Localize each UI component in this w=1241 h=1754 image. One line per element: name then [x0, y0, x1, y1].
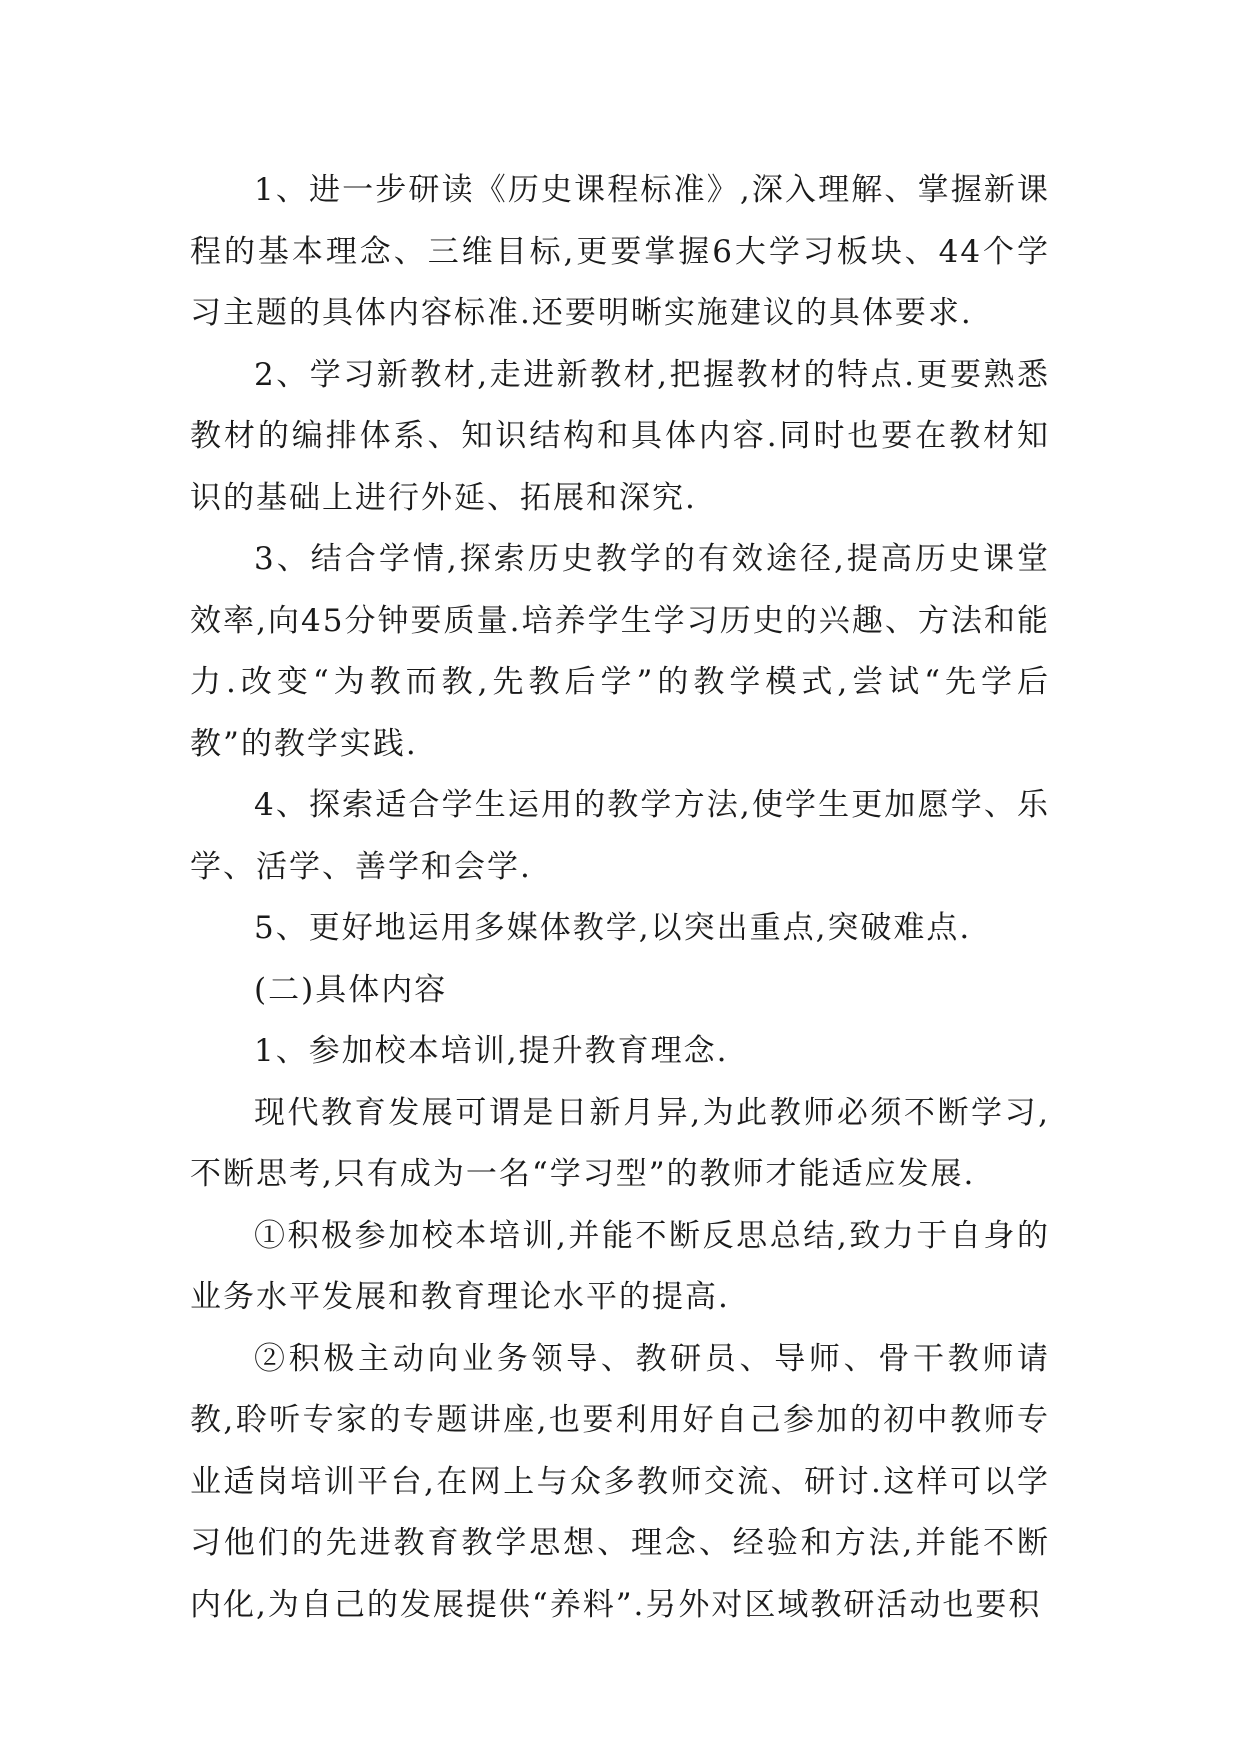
document-body: [190, 160, 1050, 1636]
section-heading: (二)具体内容: [254, 971, 448, 1008]
paragraph-item-circled-2: ②积极主动向业务领导、教研员、导师、骨干教师请教,聆听专家的专题讲座,也要利用好自己参加的初中教师专业适岗培训平台,在网上与众多教师交流、研讨.这样可以学习他们的先进教育教学思想、理念、经验和方法,并能不断内化,为自己的发展提供“养料”.另外对区域教研活动也要积: [190, 1340, 1050, 1623]
paragraph-goal-1: 1、进一步研读《历史课程标准》,深入理解、掌握新课程的基本理念、三维目标,更要掌握6大学习板块、44个学习主题的具体内容标准.还要明晰实施建议的具体要求.: [190, 172, 1050, 331]
paragraph-goal-4: 4、探索适合学生运用的教学方法,使学生更加愿学、乐学、活学、善学和会学.: [190, 787, 1050, 885]
paragraph-item-circled-1: ①积极参加校本培训,并能不断反思总结,致力于自身的业务水平发展和教育理论水平的提高.: [190, 1217, 1050, 1315]
paragraph-content-1: 1、参加校本培训,提升教育理念.: [254, 1033, 729, 1069]
paragraph-content-intro: 现代教育发展可谓是日新月异,为此教师必须不断学习,不断思考,只有成为一名“学习型”的教师才能适应发展.: [190, 1094, 1050, 1192]
paragraph-goal-3: 3、结合学情,探索历史教学的有效途径,提高历史课堂效率,向45分钟要质量.培养学生学习历史的兴趣、方法和能力.改变“为教而教,先教后学”的教学模式,尝试“先学后教”的教学实践.: [190, 541, 1050, 762]
paragraph-goal-5: 5、更好地运用多媒体教学,以突出重点,突破难点.: [254, 910, 972, 946]
paragraph-goal-2: 2、学习新教材,走进新教材,把握教材的特点.更要熟悉教材的编排体系、知识结构和具体内容.同时也要在教材知识的基础上进行外延、拓展和深究.: [190, 356, 1050, 516]
